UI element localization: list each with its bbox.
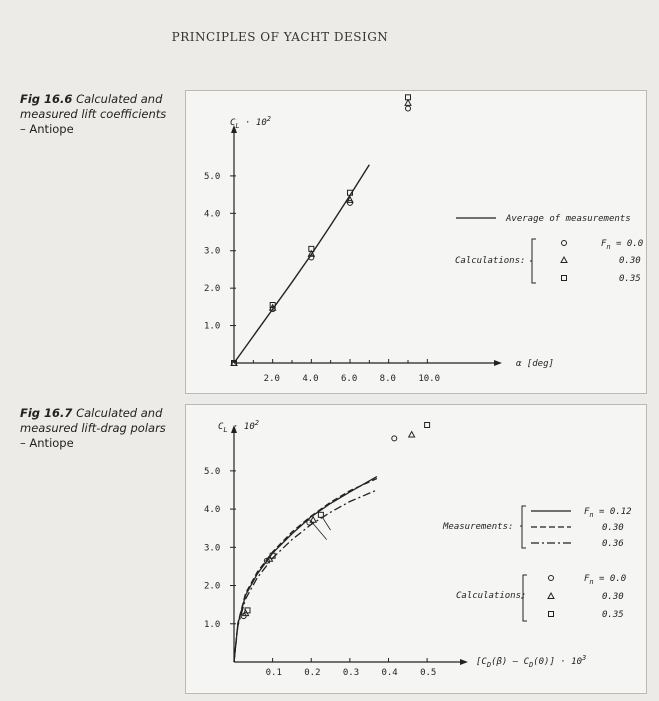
lift-drag-polar-chart-panel bbox=[185, 404, 647, 694]
y-axis-label: $C_L \cdot 10^2$ bbox=[218, 419, 259, 434]
lift-coefficient-chart bbox=[186, 91, 646, 393]
y-tick-label: 5.0 bbox=[204, 171, 221, 182]
running-head: PRINCIPLES OF YACHT DESIGN bbox=[171, 30, 389, 44]
data-point-square bbox=[425, 423, 430, 428]
caption-subject: – Antiope bbox=[20, 436, 74, 450]
figure-number: Fig 16.6 bbox=[20, 92, 73, 106]
legend-param-value: 0.36 bbox=[602, 539, 624, 549]
x-axis-label: α [deg] bbox=[516, 359, 554, 369]
legend-param-value: 0.35 bbox=[602, 610, 624, 620]
y-tick-label: 4.0 bbox=[204, 209, 221, 220]
y-tick-label: 3.0 bbox=[204, 246, 221, 257]
legend-param-label: $F_n = 0.0$ bbox=[584, 574, 627, 586]
legend-param-value: 0.30 bbox=[619, 256, 641, 266]
x-tick-label: 8.0 bbox=[379, 374, 396, 384]
y-tick-label: 2.0 bbox=[204, 581, 221, 592]
legend-param-value: 0.30 bbox=[602, 592, 624, 602]
legend-param-value: 0.30 bbox=[602, 523, 624, 533]
data-point-circle bbox=[406, 106, 411, 111]
legend-calculations-label: Calculations: bbox=[456, 591, 527, 601]
legend-marker-circle bbox=[562, 241, 567, 246]
figure-caption-16-7 bbox=[20, 406, 170, 451]
legend-calculations-label: Calculations: bbox=[455, 256, 526, 266]
x-axis-arrow bbox=[494, 360, 502, 366]
x-tick-label: 10.0 bbox=[418, 374, 441, 384]
x-tick-label: 2.0 bbox=[263, 374, 280, 384]
figure-caption-16-6 bbox=[20, 92, 170, 137]
figure-number: Fig 16.7 bbox=[20, 406, 73, 420]
legend-param-label: $F_n = 0.0$ bbox=[601, 239, 644, 251]
series-line-solid bbox=[234, 477, 377, 662]
y-tick-label: 1.0 bbox=[204, 619, 221, 630]
legend-marker-circle bbox=[549, 576, 554, 581]
y-tick-label: 2.0 bbox=[204, 284, 221, 295]
legend-param-value: 0.35 bbox=[619, 274, 641, 284]
legend-marker-square bbox=[549, 612, 554, 617]
x-axis-arrow bbox=[460, 659, 468, 665]
x-tick-label: 0.4 bbox=[381, 668, 398, 678]
leader-line bbox=[311, 521, 326, 539]
legend-param-label: $F_n = 0.12$ bbox=[584, 507, 632, 519]
x-tick-label: 4.0 bbox=[302, 374, 319, 384]
legend-bracket bbox=[532, 239, 536, 283]
caption-text: Calculated and measured lift coefficients bbox=[20, 92, 167, 121]
x-tick-label: 6.0 bbox=[341, 374, 358, 384]
x-tick-label: 0.5 bbox=[420, 668, 437, 678]
leader-line bbox=[322, 517, 330, 530]
caption-text: Calculated and measured lift-drag polars bbox=[20, 406, 166, 435]
y-tick-label: 3.0 bbox=[204, 543, 221, 554]
legend-marker-triangle bbox=[561, 257, 567, 263]
legend-bracket bbox=[522, 506, 526, 548]
legend-marker-triangle bbox=[548, 593, 554, 599]
data-point-triangle bbox=[409, 432, 415, 438]
x-tick-label: 0.3 bbox=[342, 668, 360, 678]
data-point-triangle bbox=[405, 100, 411, 106]
y-tick-label: 1.0 bbox=[204, 321, 221, 332]
y-tick-label: 4.0 bbox=[204, 505, 221, 516]
x-tick-label: 0.2 bbox=[304, 668, 321, 678]
series-line-dashed bbox=[234, 479, 377, 663]
legend-measurements-label: Measurements: bbox=[443, 522, 514, 532]
caption-subject: – Antiope bbox=[20, 122, 74, 136]
legend-marker-square bbox=[562, 276, 567, 281]
x-axis-label: $[C_D(\beta) - C_D(0)] \cdot 10^3$ bbox=[476, 654, 587, 669]
y-axis-label: $C_L \cdot 10^2$ bbox=[230, 115, 271, 130]
data-point-circle bbox=[392, 436, 397, 441]
y-tick-label: 5.0 bbox=[204, 466, 221, 477]
lift-drag-polar-chart bbox=[186, 405, 646, 693]
series-line-average bbox=[234, 165, 369, 363]
x-tick-label: 0.1 bbox=[265, 668, 282, 678]
legend-label-average: Average of measurements bbox=[506, 214, 631, 224]
lift-coefficient-chart-panel bbox=[185, 90, 647, 394]
